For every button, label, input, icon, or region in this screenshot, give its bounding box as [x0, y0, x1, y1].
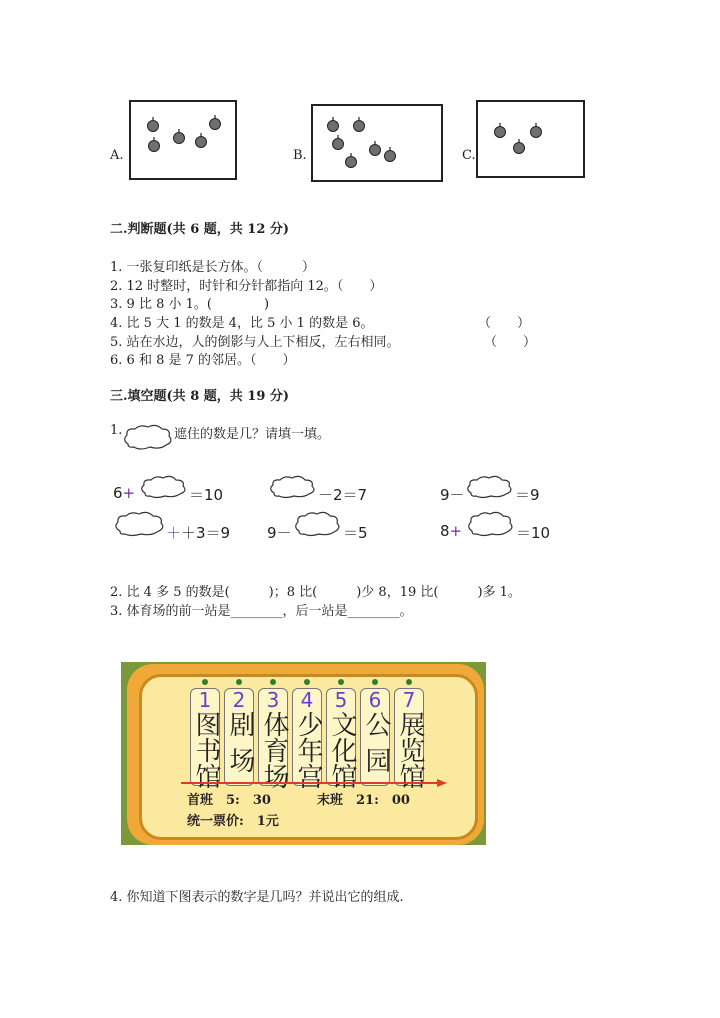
apple-icon — [328, 121, 339, 132]
last-bus-time: 末班 21: 00 — [317, 793, 410, 808]
stop-5-number: 5 — [334, 688, 348, 712]
q1-text: 遮住的数是几？请填一填。 — [174, 427, 331, 442]
stop-marker-dot — [304, 679, 310, 685]
judge-item-4: 4. 比 5 大 1 的数是 4，比 5 小 1 的数是 6。 — [110, 316, 374, 331]
section-2-title: 二.判断题(共 6 题，共 12 分) — [110, 222, 290, 237]
judge-item-5: 5. 站在水边，人的倒影与人上下相反，左右相同。 — [110, 335, 400, 350]
eq2-post: －2＝7 — [318, 486, 368, 504]
route-arrow-icon — [179, 778, 449, 788]
stop-5 — [326, 688, 357, 789]
eq1-pre: 6+ — [113, 484, 136, 502]
apple-icon — [514, 143, 525, 154]
stop-3-name: 体育场 — [259, 711, 289, 789]
stop-4 — [292, 688, 323, 789]
q3-text: 3. 体育场的前一站是________，后一站是________。 — [110, 604, 413, 619]
stop-3-number: 3 — [266, 688, 280, 712]
stop-4-number: 4 — [300, 688, 314, 712]
judge-item-2: 2. 12 时整时，时针和分针都指向 12。（ ） — [110, 279, 383, 294]
eq6-post: ＝10 — [516, 524, 551, 542]
stop-1 — [190, 688, 221, 789]
stop-6 — [360, 688, 390, 786]
stop-marker-dot — [236, 679, 242, 685]
apple-icon — [210, 119, 221, 130]
option-c-label: C. — [462, 148, 476, 163]
apple-icon — [531, 127, 542, 138]
cloud-blank-eq1[interactable] — [138, 474, 188, 500]
stop-4-name: 少年宫 — [293, 711, 323, 789]
stop-7 — [394, 688, 425, 789]
stop-3 — [258, 688, 289, 789]
apple-icon — [333, 139, 344, 150]
judge-item-3: 3. 9 比 8 小 1。( ) — [110, 297, 270, 312]
stop-marker-dot — [372, 679, 378, 685]
q2-text: 2. 比 4 多 5 的数是( )；8 比( )少 8，19 比( )多 1。 — [110, 585, 521, 600]
apple-icon — [174, 133, 185, 144]
section-3-title: 三.填空题(共 8 题，共 19 分) — [110, 389, 290, 404]
eq4-post: ＋＋3＝9 — [166, 524, 231, 542]
cloud-blank-eq6[interactable] — [465, 510, 515, 538]
stop-marker-dot — [406, 679, 412, 685]
option-b-box[interactable] — [311, 104, 443, 182]
stop-6-name: 公园 — [361, 711, 391, 783]
judge-item-6: 6. 6 和 8 是 7 的邻居。（ ） — [110, 353, 296, 368]
option-a-label: A. — [110, 148, 124, 163]
stop-5-name: 文化馆 — [327, 711, 357, 789]
eq5-post: ＝5 — [343, 524, 368, 542]
stop-1-name: 图书馆 — [191, 711, 221, 789]
apple-icon — [385, 151, 396, 162]
stop-marker-dot — [202, 679, 208, 685]
judge-item-1: 1. 一张复印纸是长方体。（ ） — [110, 260, 316, 275]
apple-icon — [495, 127, 506, 138]
judge-item-5-answer[interactable]: （ ） — [484, 335, 537, 350]
stop-2 — [224, 688, 254, 786]
stop-7-name: 展览馆 — [395, 711, 425, 789]
option-b-label: B. — [293, 148, 307, 163]
bus-sign-image — [121, 662, 486, 845]
cloud-icon — [120, 422, 174, 452]
q4-text: 4. 你知道下图表示的数字是几吗？并说出它的组成. — [110, 890, 404, 905]
cloud-blank-eq5[interactable] — [292, 510, 342, 538]
stop-7-number: 7 — [402, 688, 416, 712]
eq6-pre: 8+ — [440, 522, 463, 540]
option-a-box[interactable] — [129, 100, 237, 180]
apple-group-b — [313, 106, 441, 180]
option-c-box[interactable] — [476, 100, 585, 178]
eq1-post: ＝10 — [189, 486, 224, 504]
cloud-blank-eq2[interactable] — [267, 474, 317, 500]
fare-text: 统一票价: 1元 — [187, 814, 279, 829]
first-bus-time: 首班 5: 30 — [187, 793, 271, 808]
apple-icon — [370, 145, 381, 156]
stop-marker-dot — [270, 679, 276, 685]
apple-group-a — [131, 102, 235, 178]
apple-icon — [346, 157, 357, 168]
judge-item-4-answer[interactable]: （ ） — [478, 316, 531, 331]
eq3-pre: 9－ — [440, 486, 465, 504]
stop-marker-dot — [338, 679, 344, 685]
stop-2-name: 剧场 — [225, 711, 255, 783]
apple-icon — [196, 137, 207, 148]
eq5-pre: 9－ — [267, 524, 292, 542]
cloud-blank-eq3[interactable] — [464, 474, 514, 500]
apple-icon — [148, 121, 159, 132]
apple-icon — [149, 141, 160, 152]
stop-1-number: 1 — [198, 688, 212, 712]
eq3-post: ＝9 — [515, 486, 540, 504]
stop-6-number: 6 — [368, 688, 382, 712]
apple-icon — [354, 121, 365, 132]
apple-group-c — [478, 102, 583, 176]
cloud-blank-eq4[interactable] — [112, 510, 166, 538]
stop-2-number: 2 — [232, 688, 246, 712]
q1-number: 1. — [110, 423, 123, 438]
